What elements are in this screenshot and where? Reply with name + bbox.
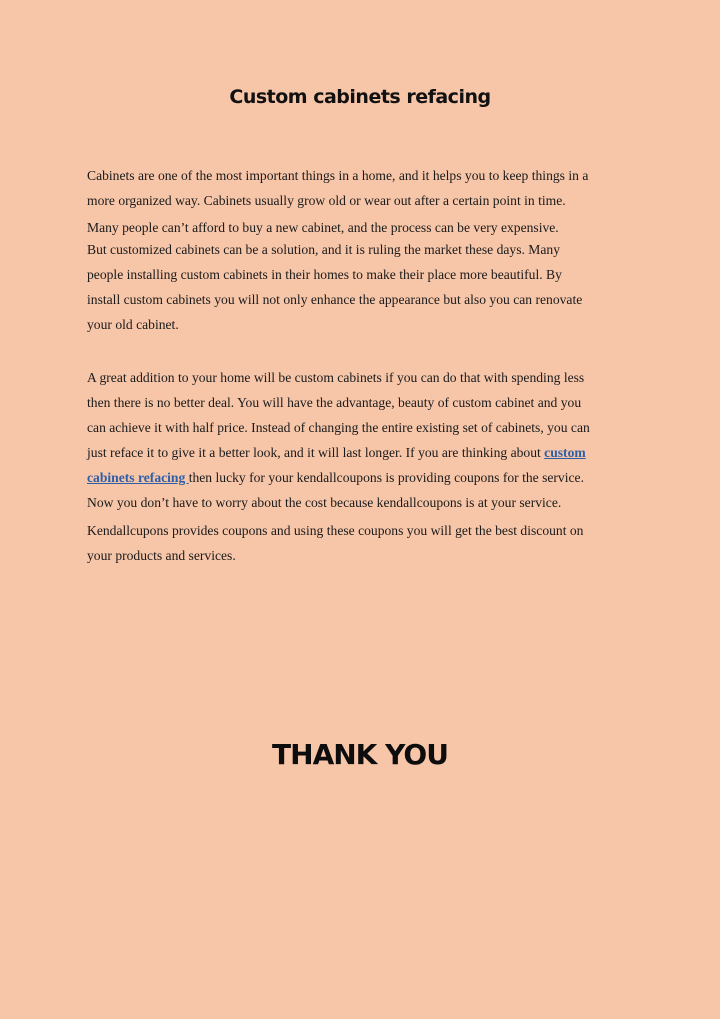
text-line: can achieve it with half price. Instead of changing the entire existing set of cabinets, you can: [87, 420, 590, 435]
text-line: [87, 445, 586, 461]
text-line: Cabinets are one of the most important things in a home, and it helps you to keep things in a: [87, 168, 589, 183]
text-line: your products and services.: [87, 548, 236, 563]
text-line: Many people can’t afford to buy a new cabinet, and the process can be very expensive.: [87, 220, 559, 235]
text-segment: then lucky for your kendallcoupons is providing coupons for the service.: [188, 470, 584, 485]
text-line: more organized way. Cabinets usually grow old or wear out after a certain point in time.: [87, 193, 566, 208]
document-title: Custom cabinets refacing: [229, 86, 491, 108]
closing-thank-you: THANK YOU: [272, 738, 448, 771]
custom-cabinets-refacing-link-continued[interactable]: cabinets refacing: [87, 470, 189, 485]
text-line: But customized cabinets can be a solution, and it is ruling the market these days. Many: [87, 242, 561, 257]
text-line: A great addition to your home will be custom cabinets if you can do that with spending less: [87, 370, 585, 385]
text-line: people installing custom cabinets in their homes to make their place more beautiful. By: [87, 267, 562, 282]
text-line: Kendallcupons provides coupons and using these coupons you will get the best discount on: [87, 523, 584, 538]
text-segment: just reface it to give it a better look, and it will last longer. If you are thinking about: [87, 445, 545, 460]
custom-cabinets-refacing-link[interactable]: custom: [544, 445, 586, 460]
text-line: your old cabinet.: [87, 317, 179, 332]
text-line: install custom cabinets you will not only enhance the appearance but also you can renovate: [87, 292, 583, 307]
text-line: then there is no better deal. You will have the advantage, beauty of custom cabinet and you: [87, 395, 582, 410]
text-line: [87, 470, 584, 486]
text-line: Now you don’t have to worry about the cost because kendallcoupons is at your service.: [87, 495, 562, 510]
